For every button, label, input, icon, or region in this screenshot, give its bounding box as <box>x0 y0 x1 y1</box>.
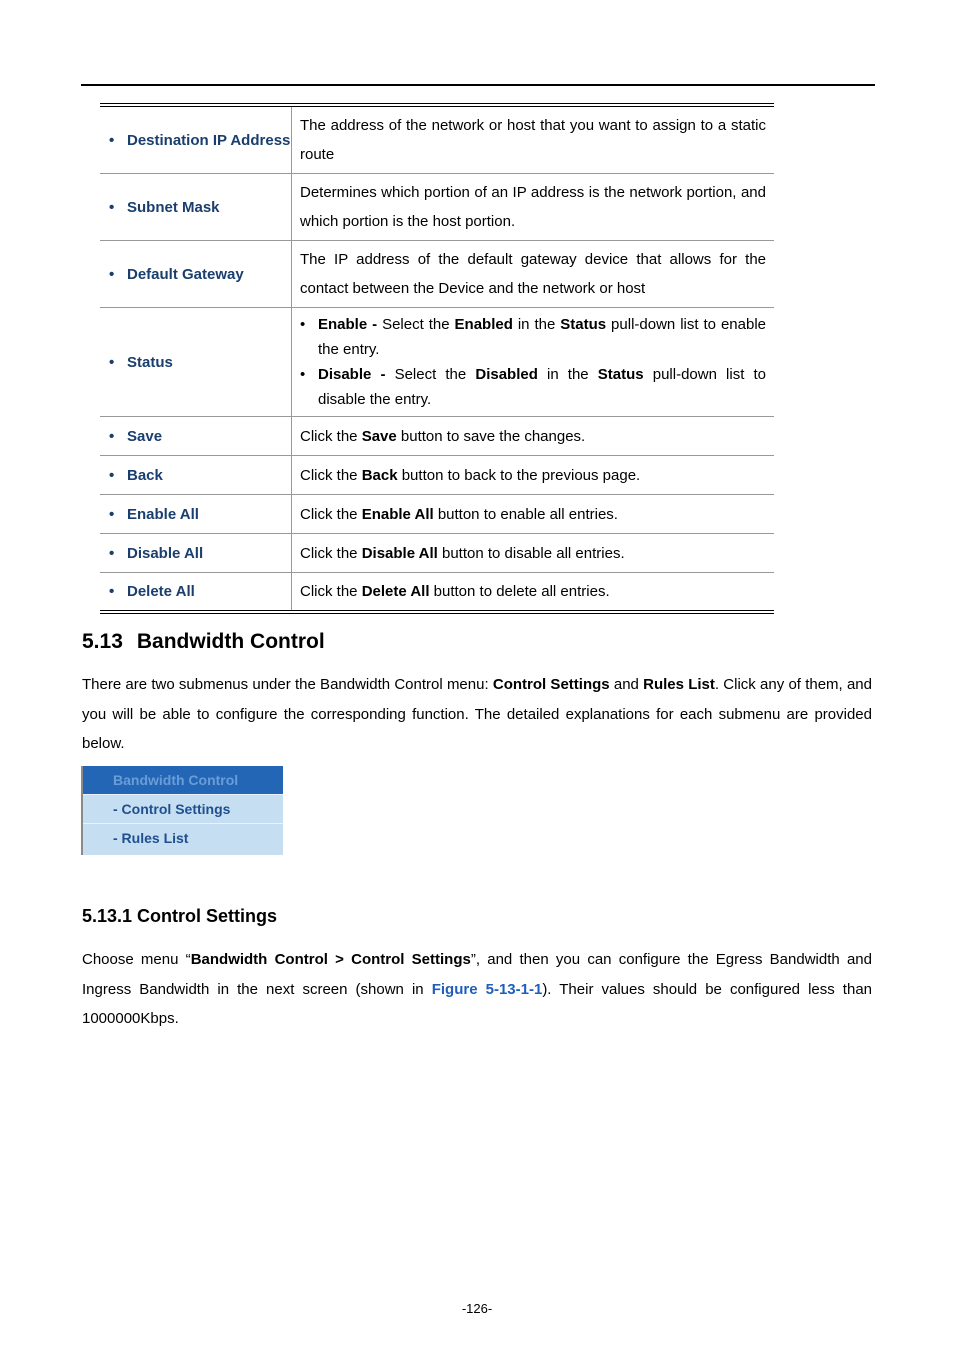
param-desc <box>292 308 775 417</box>
param-name-label: Subnet Mask <box>127 198 220 216</box>
figure-link[interactable]: Figure 5-13-1-1 <box>431 980 543 998</box>
table-row <box>100 105 774 174</box>
table-row <box>100 417 774 456</box>
parameter-table <box>100 103 774 614</box>
table-row <box>100 573 774 613</box>
menu-item-control-settings[interactable]: - Control Settings <box>83 794 283 823</box>
param-name-label: Default Gateway <box>127 265 244 283</box>
table-row <box>100 495 774 534</box>
page-number: -126- <box>461 1301 493 1316</box>
param-desc: Click the Save button to save the changes. <box>292 417 775 456</box>
table-row <box>100 534 774 573</box>
param-name-label: Enable All <box>127 505 199 523</box>
subsection-body: Choose menu “Bandwidth Control > Control Settings”, and then you can configure the Egress Bandwidth and Ingress Bandwidth in the next screen (shown in Figure 5-13-1-1). Their values should be configured less than 1000000Kbps. <box>82 951 873 1027</box>
header-rule <box>81 84 875 86</box>
param-name: • Disable All <box>109 541 291 566</box>
menu-header: Bandwidth Control <box>83 766 283 794</box>
table-row <box>100 308 774 417</box>
bandwidth-menu-screenshot <box>81 766 283 855</box>
list-item: • Enable - Select the Enabled in the Status pull-down list to enable the entry. <box>300 316 766 358</box>
param-name-label: Save <box>127 427 163 445</box>
param-name-label: Status <box>127 353 173 371</box>
param-name: • Subnet Mask <box>109 195 291 220</box>
param-name: • Destination IP Address <box>109 128 291 153</box>
param-name: • Default Gateway <box>109 262 291 287</box>
subsection-heading: 5.13.1 Control Settings <box>82 906 278 926</box>
param-desc: The address of the network or host that you want to assign to a static route <box>292 105 775 174</box>
menu-item-rules-list[interactable]: - Rules List <box>83 823 283 852</box>
section-heading: 5.13 Bandwidth Control <box>82 630 325 653</box>
param-desc: Determines which portion of an IP address is the network portion, and which portion is the host portion. <box>292 174 775 241</box>
param-name: • Delete All <box>109 579 291 604</box>
param-name-label: Disable All <box>127 544 204 562</box>
param-desc: Click the Delete All button to delete all entries. <box>300 583 610 600</box>
param-desc: Click the Disable All button to disable all entries. <box>292 534 775 573</box>
param-desc: The IP address of the default gateway device that allows for the contact between the Device and the network or host <box>292 241 775 308</box>
param-name-label: Delete All <box>127 583 195 600</box>
param-name-label: Destination IP Address <box>127 131 291 149</box>
table-row <box>100 174 774 241</box>
list-item: • Disable - Select the Disabled in the Status pull-down list to disable the entry. <box>300 366 766 408</box>
param-name: • Back <box>109 463 291 488</box>
param-name: • Save <box>109 424 291 449</box>
param-name: • Enable All <box>109 502 291 527</box>
param-name-label: Back <box>127 466 163 484</box>
param-desc: Click the Back button to back to the previous page. <box>292 456 775 495</box>
param-desc: Click the Enable All button to enable all entries. <box>292 495 775 534</box>
param-name: • Status <box>109 350 291 375</box>
table-row <box>100 241 774 308</box>
table-row <box>100 456 774 495</box>
section-intro: There are two submenus under the Bandwidth Control menu: Control Settings and Rules List. Click any of them, and you will be able to configure the corresponding function. The detailed explanations for each submenu are provided below. <box>82 676 872 752</box>
